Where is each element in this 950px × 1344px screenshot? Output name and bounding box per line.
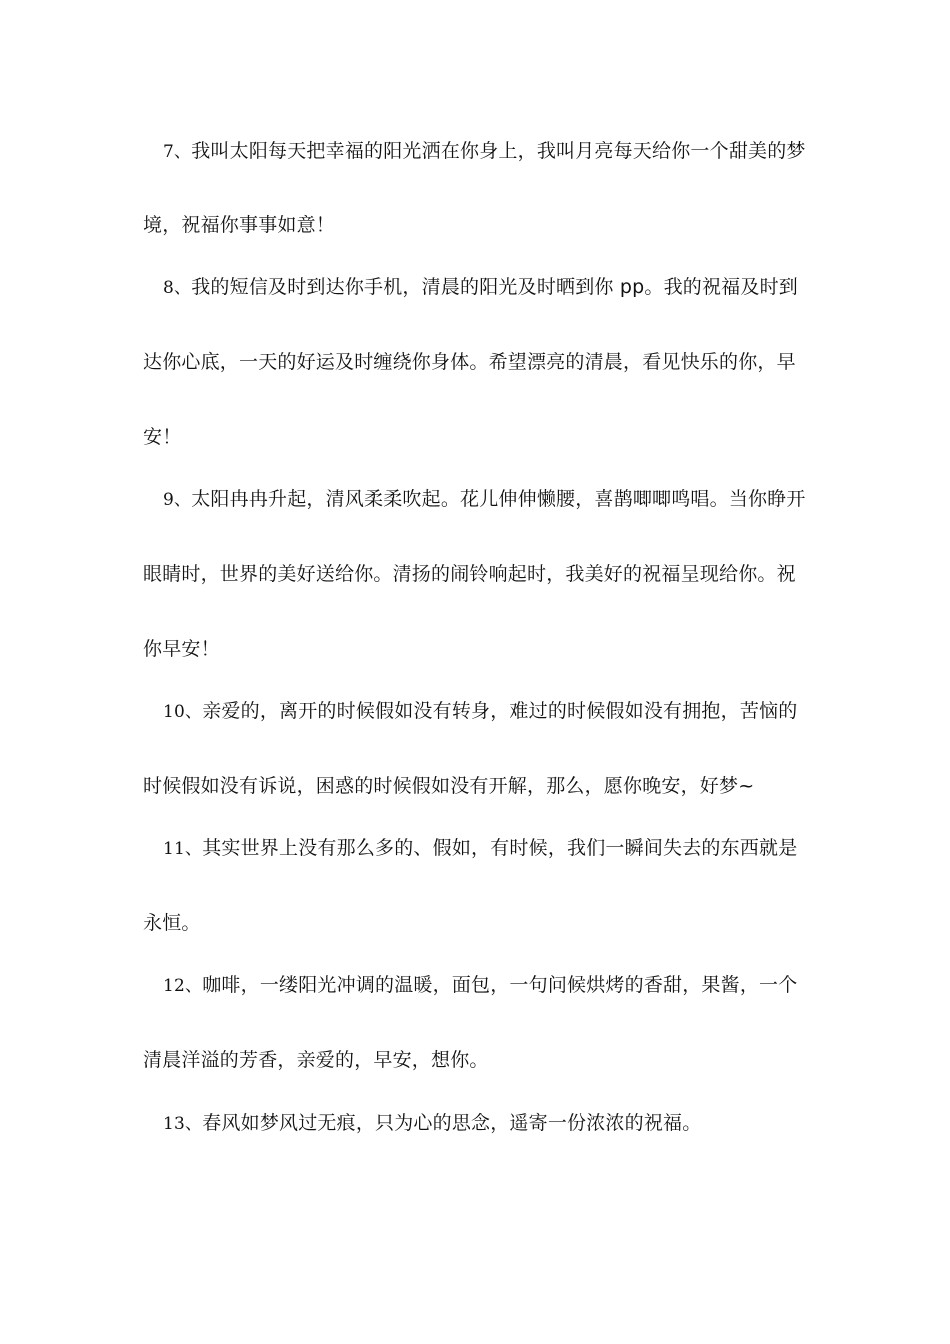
item-number: 10、 bbox=[163, 702, 203, 722]
item-text: 时候假如没有诉说，困惑的时候假如没有开解，那么，愿你晚安，好梦~ bbox=[143, 775, 755, 797]
item-text: 眼睛时，世界的美好送给你。清扬的闹铃响起时，我美好的祝福呈现给你。祝 bbox=[143, 563, 796, 585]
item-11-line-2 bbox=[143, 910, 201, 936]
item-text: 达你心底，一天的好运及时缠绕你身体。希望漂亮的清晨，看见快乐的你，早 bbox=[143, 351, 796, 373]
item-text: 我叫太阳每天把幸福的阳光洒在你身上，我叫月亮每天给你一个甜美的梦 bbox=[191, 140, 806, 162]
item-12-line-1 bbox=[163, 972, 797, 999]
item-text: 亲爱的，离开的时候假如没有转身，难过的时候假如没有拥抱，苦恼的 bbox=[202, 700, 798, 722]
item-text: 我的短信及时到达你手机，清晨的阳光及时晒到你 pp。我的祝福及时到 bbox=[191, 276, 798, 298]
item-7-line-1 bbox=[163, 138, 806, 165]
item-13-line-1 bbox=[163, 1110, 701, 1137]
item-number: 8、 bbox=[163, 278, 192, 298]
item-text: 永恒。 bbox=[143, 912, 201, 934]
item-8-line-3 bbox=[143, 424, 181, 450]
item-text: 你早安！ bbox=[143, 638, 220, 660]
item-10-line-1 bbox=[163, 698, 797, 725]
item-9-line-3 bbox=[143, 636, 220, 662]
item-text: 安！ bbox=[143, 426, 182, 448]
item-9-line-2 bbox=[143, 561, 796, 587]
item-8-line-1 bbox=[163, 274, 798, 301]
item-number: 7、 bbox=[163, 142, 192, 162]
item-11-line-1 bbox=[163, 835, 797, 862]
item-10-line-2 bbox=[143, 773, 754, 799]
item-9-line-1 bbox=[163, 486, 806, 513]
item-text: 咖啡，一缕阳光冲调的温暖，面包，一句问候烘烤的香甜，果酱，一个 bbox=[202, 974, 798, 996]
item-number: 12、 bbox=[163, 976, 203, 996]
item-12-line-2 bbox=[143, 1047, 489, 1073]
item-text: 太阳冉冉升起，清风柔柔吹起。花儿伸伸懒腰，喜鹊唧唧鸣唱。当你睁开 bbox=[191, 488, 806, 510]
item-text: 其实世界上没有那么多的、假如，有时候，我们一瞬间失去的东西就是 bbox=[202, 837, 798, 859]
item-text: 清晨洋溢的芳香，亲爱的，早安，想你。 bbox=[143, 1049, 489, 1071]
item-number: 11、 bbox=[163, 839, 203, 859]
item-7-line-2 bbox=[143, 212, 335, 238]
item-number: 9、 bbox=[163, 490, 192, 510]
item-text: 春风如梦风过无痕，只为心的思念，遥寄一份浓浓的祝福。 bbox=[202, 1112, 702, 1134]
item-number: 13、 bbox=[163, 1114, 203, 1134]
item-8-line-2 bbox=[143, 349, 796, 375]
item-text: 境，祝福你事事如意！ bbox=[143, 214, 336, 236]
